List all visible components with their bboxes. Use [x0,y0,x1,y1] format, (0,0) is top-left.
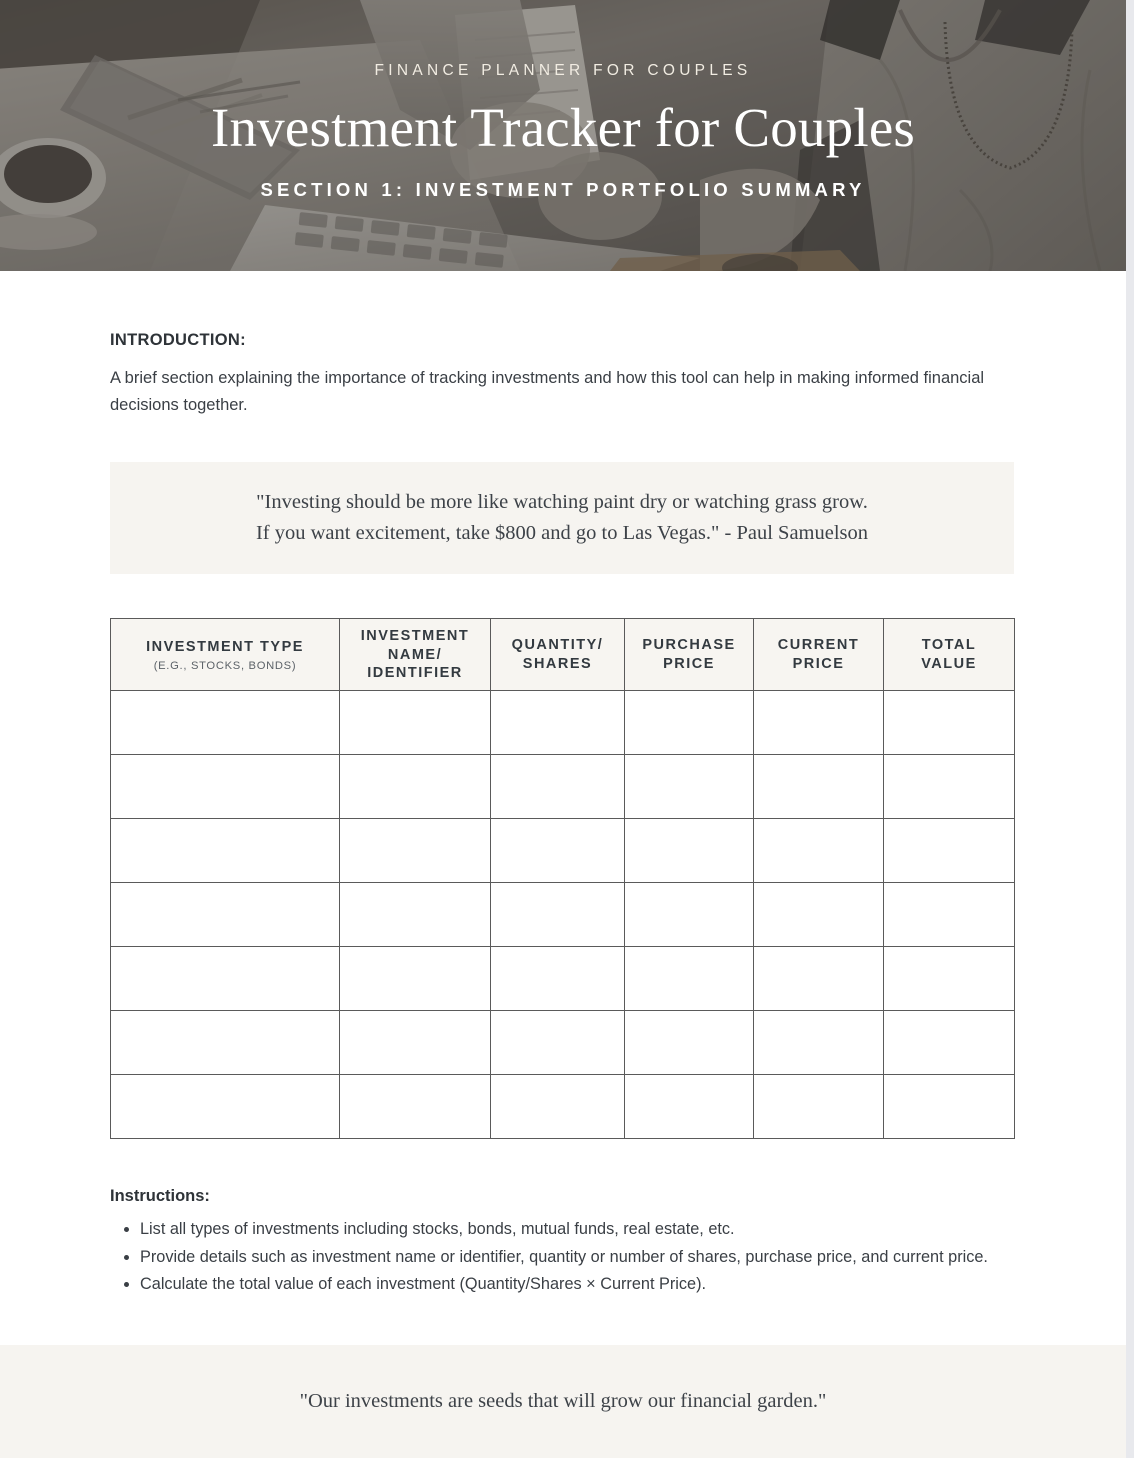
table-row[interactable] [111,947,1015,1011]
quote-line-2: If you want excitement, take $800 and go to Las Vegas." - Paul Samuelson [255,522,869,545]
instructions-heading: Instructions: [110,1187,210,1206]
introduction-text: A brief section explaining the importance of tracking investments and how this tool can help in making informed financial decisions together. [110,369,985,414]
quote-line-1: "Investing should be more like watching paint dry or watching grass grow. [256,490,868,513]
column-header-current-price [754,619,884,691]
table-cell[interactable] [625,1011,754,1075]
table-cell[interactable] [754,883,884,947]
table-header [111,619,1015,691]
table-cell[interactable] [340,819,491,883]
table-cell[interactable] [754,1075,884,1139]
table-body [111,691,1015,1139]
table-row[interactable] [111,883,1015,947]
table-cell[interactable] [884,883,1015,947]
instructions-list [110,1216,990,1297]
table-header-row [111,619,1015,691]
table-row[interactable] [111,1075,1015,1139]
table-cell[interactable] [625,691,754,755]
table-cell[interactable] [340,691,491,755]
column-header-investment-name [340,619,491,691]
table-cell[interactable] [491,755,625,819]
table-cell[interactable] [491,691,625,755]
column-header-label: QUANTITY/ SHARES [511,637,604,672]
table-row[interactable] [111,755,1015,819]
column-header-label: INVESTMENT TYPE [146,638,304,655]
document-body [0,331,1126,1298]
investment-portfolio-table[interactable] [110,618,1015,1139]
table-cell[interactable] [625,1075,754,1139]
column-header-label: INVESTMENT NAME/ IDENTIFIER [360,628,470,682]
table-cell[interactable] [340,883,491,947]
instruction-item: • Calculate the total value of each investment (Quantity/Shares × Current Price). [140,1271,990,1297]
table-cell[interactable] [754,947,884,1011]
table-cell[interactable] [884,755,1015,819]
page-title: Investment Tracker for Couples [210,97,916,158]
hero-eyebrow-label: FINANCE PLANNER FOR COUPLES [374,62,752,79]
introduction-heading: INTRODUCTION: [110,331,246,349]
table-cell[interactable] [491,1075,625,1139]
table-cell[interactable] [111,1075,340,1139]
table-cell[interactable] [340,947,491,1011]
table-cell[interactable] [884,1011,1015,1075]
table-cell[interactable] [491,1011,625,1075]
table-cell[interactable] [754,691,884,755]
table-cell[interactable] [491,883,625,947]
table-cell[interactable] [340,1075,491,1139]
table-cell[interactable] [340,1011,491,1075]
hero-text-block [0,0,1126,271]
hero-banner [0,0,1126,271]
table-row[interactable] [111,819,1015,883]
table-cell[interactable] [340,755,491,819]
table-cell[interactable] [754,819,884,883]
column-header-investment-type [111,619,340,691]
column-header-purchase-price [625,619,754,691]
hero-section-label: SECTION 1: INVESTMENT PORTFOLIO SUMMARY [260,179,866,201]
instruction-item: • List all types of investments including stocks, bonds, mutual funds, real estate, etc. [140,1216,990,1242]
table-cell[interactable] [625,947,754,1011]
column-header-label: CURRENT PRICE [777,637,860,672]
table-cell[interactable] [625,819,754,883]
column-header-quantity-shares [491,619,625,691]
table-cell[interactable] [111,947,340,1011]
column-header-sublabel: (E.G., STOCKS, BONDS) [153,660,297,673]
table-cell[interactable] [111,691,340,755]
column-header-label: PURCHASE PRICE [642,637,736,672]
table-cell[interactable] [111,755,340,819]
table-cell[interactable] [625,883,754,947]
table-cell[interactable] [111,1011,340,1075]
table-cell[interactable] [111,819,340,883]
table-cell[interactable] [754,1011,884,1075]
table-row[interactable] [111,1011,1015,1075]
table-cell[interactable] [884,947,1015,1011]
column-header-label: TOTAL VALUE [921,637,977,672]
table-cell[interactable] [884,819,1015,883]
instruction-item: • Provide details such as investment name or identifier, quantity or number of shares, purchase price, and current price. [140,1244,990,1270]
table-cell[interactable] [754,755,884,819]
table-cell[interactable] [625,755,754,819]
table-cell[interactable] [884,1075,1015,1139]
table-row[interactable] [111,691,1015,755]
column-header-total-value [884,619,1015,691]
table-cell[interactable] [111,883,340,947]
footer-banner [0,1345,1126,1458]
table-cell[interactable] [491,819,625,883]
table-cell[interactable] [491,947,625,1011]
table-cell[interactable] [884,691,1015,755]
footer-quote-text: "Our investments are seeds that will grow our financial garden." [299,1390,827,1412]
page-right-margin [1126,0,1134,1458]
quote-callout-box [110,462,1014,574]
